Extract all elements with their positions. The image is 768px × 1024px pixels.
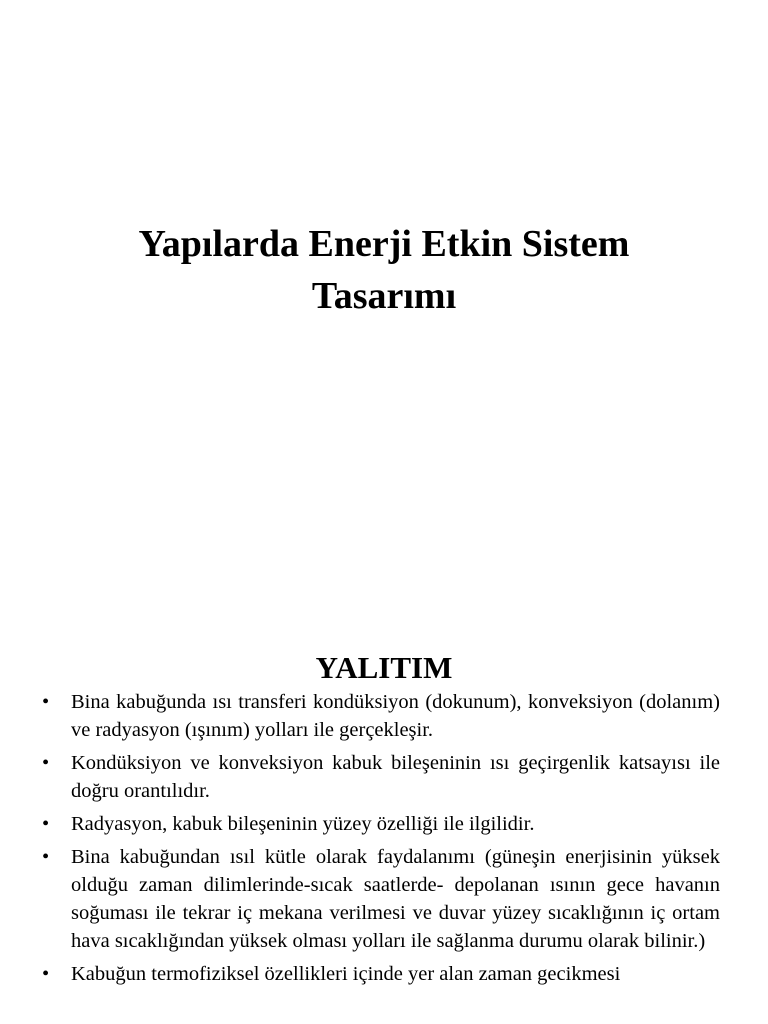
bullet-icon: • xyxy=(42,813,50,835)
bullet-list xyxy=(42,688,720,993)
bullet-item xyxy=(42,749,720,805)
bullet-item xyxy=(42,688,720,744)
bullet-text: Kondüksiyon ve konveksiyon kabuk bileşeninin ısı geçirgenlik katsayısı ile doğru orantılıdır. xyxy=(71,752,720,802)
bullet-text: Bina kabuğundan ısıl kütle olarak faydalanımı (güneşin enerjisinin yüksek olduğu zaman dilimlerinde-sıcak saatlerde- depolanan ısının gece havanın soğuması ile tekrar iç mekana verilmesi ve duvar yüzey sıcaklığının iç ortam hava sıcaklığından yüksek olması yolları ile sağlanma durumu olarak bilinir.) xyxy=(71,846,720,952)
slide-title-line-1: Yapılarda Enerji Etkin Sistem xyxy=(138,223,630,265)
bullet-icon: • xyxy=(42,752,50,774)
bullet-text: Kabuğun termofiziksel özellikleri içinde yer alan zaman gecikmesi xyxy=(71,963,621,985)
slide-title-line-2: Tasarımı xyxy=(311,275,457,317)
bullet-text: Radyasyon, kabuk bileşeninin yüzey özelliği ile ilgilidir. xyxy=(71,813,535,835)
bullet-item xyxy=(42,960,720,988)
bullet-item xyxy=(42,843,720,955)
bullet-item xyxy=(42,810,720,838)
section-heading: YALITIM xyxy=(315,650,453,685)
bullet-icon: • xyxy=(42,691,50,713)
bullet-icon: • xyxy=(42,846,50,868)
bullet-icon: • xyxy=(42,963,50,985)
slide-title xyxy=(0,218,768,322)
bullet-text: Bina kabuğunda ısı transferi kondüksiyon (dokunum), konveksiyon (dolanım) ve radyasyon (ışınım) yolları ile gerçekleşir. xyxy=(71,691,720,741)
